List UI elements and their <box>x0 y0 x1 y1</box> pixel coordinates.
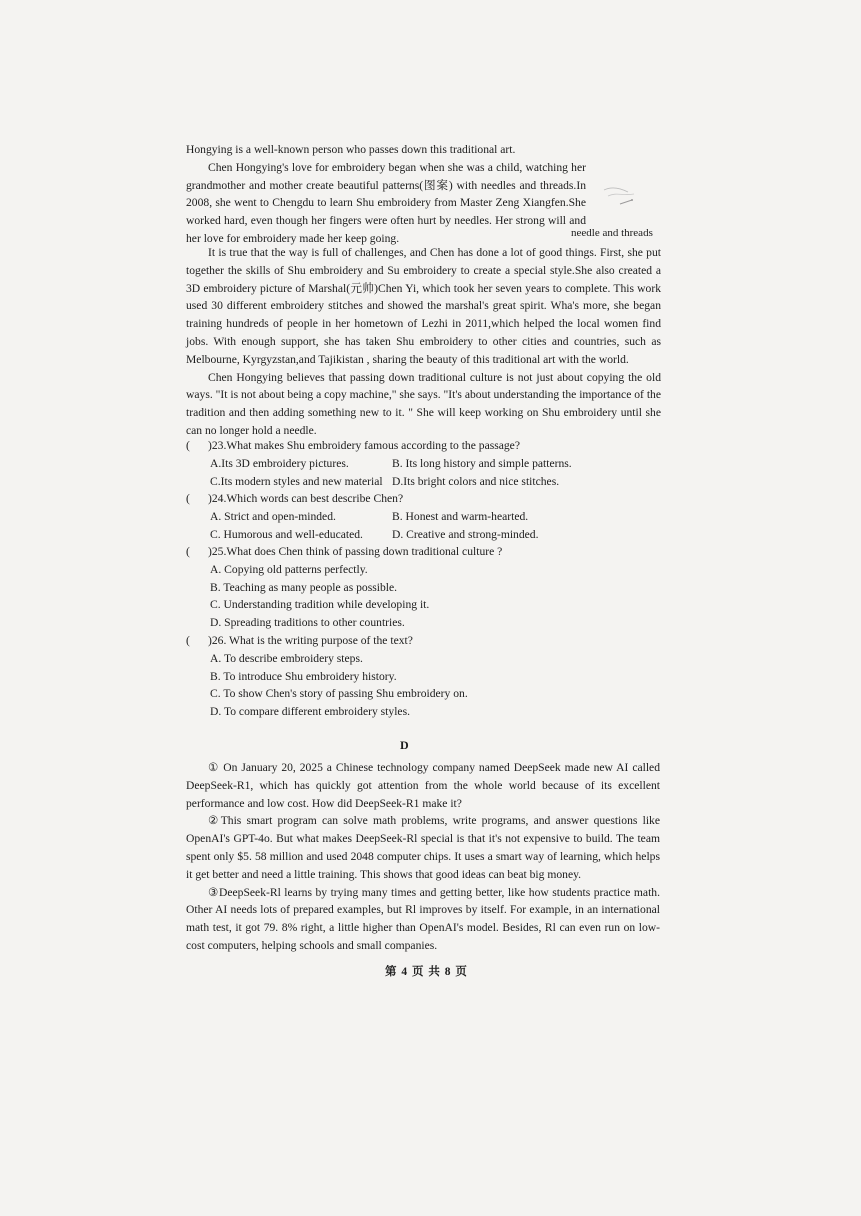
answer-bracket[interactable]: ( <box>186 439 190 452</box>
paragraph: Hongying is a well-known person who passes down this traditional art. <box>186 143 516 156</box>
paragraph: Chen Hongying's love for embroidery began when she was a child, watching her grandmother and mother create beautiful patterns(图案) with needles and threads.In 2008, she went to Chengdu to learn Shu embroidery from Master Zeng Xiangfen.She worked hard, even though her fingers were often hurt by needles. Her strong will and her love for embroidery made her keep going. <box>186 160 586 245</box>
paragraph: It is true that the way is full of challenges, and Chen has done a lot of good things. First, she put together the skills of Shu embroidery and Su embroidery to create a special style.She also created a 3D embroidery picture of Marshal(元帅)Chen Yi, which took her seven years to complete. This work used 30 different embroidery stitches and showed the marshal's great spirit. Wha's more, she began training hundreds of people in her hometown of Lezhi in 2011,which helped the local women find jobs. With enough support, she has taken Shu embroidery to other cities and countries, such as Melbourne, Kyrgyzstan,and Tajikistan , sharing the beauty of this traditional art with the world. <box>186 246 661 366</box>
answer-bracket[interactable]: ( <box>186 545 190 558</box>
option-d: D. Creative and strong-minded. <box>392 527 539 541</box>
question-stem: )24.Which words can best describe Chen? <box>208 492 404 505</box>
answer-bracket[interactable]: ( <box>186 492 190 505</box>
image-caption: needle and threads <box>571 227 653 239</box>
question-stem: )25.What does Chen think of passing down traditional culture ? <box>208 545 503 558</box>
question-26 <box>186 632 666 721</box>
question-25 <box>186 543 666 632</box>
option-a: A. Copying old patterns perfectly. <box>210 562 368 576</box>
option-d: D. To compare different embroidery styles. <box>210 705 410 719</box>
option-b: B. To introduce Shu embroidery history. <box>210 669 397 683</box>
paragraph: ②This smart program can solve math problems, write programs, and answer questions like OpenAI's GPT-4o. But what makes DeepSeek-Rl special is that it's not expensive to build. The team spent only $5. 58 million and used 2048 computer chips. It uses a smart way of learning, which helps it get better and need a little training. This shows that good ideas can beat big money. <box>186 814 660 881</box>
option-b: B. Its long history and simple patterns. <box>392 456 572 470</box>
paragraph: ① On January 20, 2025 a Chinese technology company named DeepSeek made new AI called DeepSeek-R1, which has quickly got attention from the whole world because of its excellent performance and low cost. How did DeepSeek-R1 make it? <box>186 761 660 810</box>
answer-bracket[interactable]: ( <box>186 634 190 647</box>
needle-and-threads-image <box>598 182 640 212</box>
option-c: C.Its modern styles and new material <box>210 474 383 488</box>
passage-c-part2 <box>186 244 661 440</box>
option-d: D.Its bright colors and nice stitches. <box>392 474 560 488</box>
option-d: D. Spreading traditions to other countries. <box>210 616 405 630</box>
question-stem: )23.What makes Shu embroidery famous according to the passage? <box>208 439 520 452</box>
option-c: C. Humorous and well-educated. <box>210 527 363 541</box>
option-a: A. To describe embroidery steps. <box>210 651 363 665</box>
paragraph: Chen Hongying believes that passing down traditional culture is not just about copying the old ways. "It is not about being a copy machine," she says. "It's about understanding the importance of the tradition and then adding something new to it. " She will keep working on Shu embroidery until she can no longer hold a needle. <box>186 370 661 437</box>
option-a: A. Strict and open-minded. <box>210 509 336 523</box>
question-23 <box>186 437 666 490</box>
option-a: A.Its 3D embroidery pictures. <box>210 456 349 470</box>
option-c: C. To show Chen's story of passing Shu embroidery on. <box>210 687 468 701</box>
page-number: 第 4 页 共 8 页 <box>385 966 468 978</box>
section-heading: D <box>400 738 409 752</box>
option-c: C. Understanding tradition while developing it. <box>210 598 430 612</box>
passage-d <box>186 759 660 955</box>
question-24 <box>186 490 666 543</box>
option-b: B. Teaching as many people as possible. <box>210 580 398 594</box>
question-stem: )26. What is the writing purpose of the text? <box>208 634 413 647</box>
option-b: B. Honest and warm-hearted. <box>392 509 529 523</box>
paragraph: ③DeepSeek-Rl learns by trying many times and getting better, like how students practice math. Other AI needs lots of prepared examples, but Rl improves by itself. For example, in an international math test, it got 79. 8% right, a little higher than OpenAI's model. Besides, Rl can even run on low-cost computers, helping schools and small companies. <box>186 885 660 952</box>
